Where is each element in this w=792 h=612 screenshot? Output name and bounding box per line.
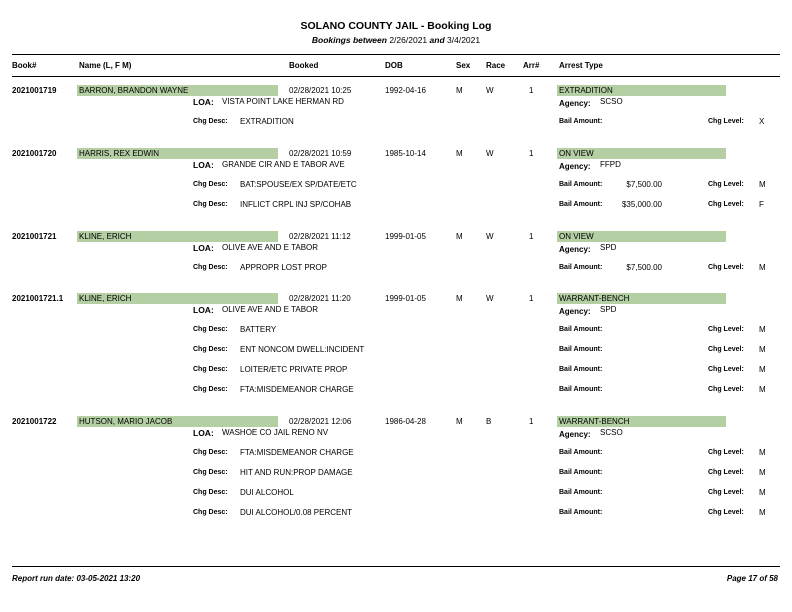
chg-level-value: F <box>759 200 764 209</box>
agency-value: SPD <box>600 305 617 314</box>
bail-amount-label: Bail Amount: <box>559 509 603 516</box>
chg-desc-value: LOITER/ETC PRIVATE PROP <box>240 365 348 374</box>
chg-desc-label: Chg Desc: <box>193 449 228 456</box>
chg-level-value: M <box>759 345 766 354</box>
dob: 1985-10-14 <box>385 149 426 158</box>
col-header-book: Book# <box>12 61 37 70</box>
person-name: KLINE, ERICH <box>79 232 132 241</box>
book-number: 2021001719 <box>12 86 57 95</box>
booked-datetime: 02/28/2021 10:25 <box>289 86 352 95</box>
col-header-race: Race <box>486 61 506 70</box>
booked-datetime: 02/28/2021 11:20 <box>289 294 351 303</box>
person-name: KLINE, ERICH <box>79 294 132 303</box>
agency-label: Agency: <box>559 307 591 316</box>
chg-desc-value: DUI ALCOHOL/0.08 PERCENT <box>240 508 353 517</box>
sex: M <box>456 417 463 426</box>
chg-level-value: X <box>759 117 765 126</box>
arrest-number: 1 <box>529 86 534 95</box>
booked-datetime: 02/28/2021 12:06 <box>289 417 352 426</box>
chg-desc-value: ENT NONCOM DWELL:INCIDENT <box>240 345 365 354</box>
race: W <box>486 232 494 241</box>
chg-desc-label: Chg Desc: <box>193 264 228 271</box>
loa-label: LOA: <box>193 243 214 253</box>
agency-value: SCSO <box>600 97 623 106</box>
bail-amount-value: $7,500.00 <box>626 263 662 272</box>
book-number: 2021001720 <box>12 149 57 158</box>
booked-datetime: 02/28/2021 10:59 <box>289 149 352 158</box>
loa-value: GRANDE CIR AND E TABOR AVE <box>222 160 345 169</box>
chg-level-value: M <box>759 488 766 497</box>
col-header-arrest-type: Arrest Type <box>559 61 603 70</box>
subtitle-prefix: Bookings between <box>311 35 387 45</box>
loa-label: LOA: <box>193 305 214 315</box>
agency-label: Agency: <box>559 245 591 254</box>
chg-desc-label: Chg Desc: <box>193 469 228 476</box>
agency-value: SCSO <box>600 428 623 437</box>
col-header-booked: Booked <box>289 61 319 70</box>
report-subtitle <box>0 35 792 45</box>
dob: 1999-01-05 <box>385 232 426 241</box>
race: W <box>486 86 494 95</box>
report-title: SOLANO COUNTY JAIL - Booking Log <box>300 20 492 32</box>
chg-level-label: Chg Level: <box>708 181 744 188</box>
chg-level-value: M <box>759 180 766 189</box>
bail-amount-label: Bail Amount: <box>559 489 603 496</box>
sex: M <box>456 294 463 303</box>
loa-value: OLIVE AVE AND E TABOR <box>222 305 319 314</box>
header-top-rule <box>12 54 780 55</box>
arrest-number: 1 <box>529 417 534 426</box>
bail-amount-value: $7,500.00 <box>626 180 662 189</box>
chg-desc-value: BAT:SPOUSE/EX SP/DATE/ETC <box>240 180 357 189</box>
chg-desc-label: Chg Desc: <box>193 201 228 208</box>
arrest-type: WARRANT-BENCH <box>559 417 630 426</box>
chg-level-label: Chg Level: <box>708 326 744 333</box>
loa-value: WASHOE CO JAIL RENO NV <box>222 428 329 437</box>
booked-datetime: 02/28/2021 11:12 <box>289 232 351 241</box>
col-header-sex: Sex <box>456 61 471 70</box>
agency-label: Agency: <box>559 430 591 439</box>
chg-desc-value: INFLICT CRPL INJ SP/COHAB <box>240 200 352 209</box>
bail-amount-label: Bail Amount: <box>559 181 603 188</box>
chg-desc-label: Chg Desc: <box>193 181 228 188</box>
book-number: 2021001721.1 <box>12 294 64 303</box>
agency-label: Agency: <box>559 99 591 108</box>
chg-desc-value: APPROPR LOST PROP <box>240 263 327 272</box>
chg-desc-label: Chg Desc: <box>193 509 228 516</box>
arrest-type: ON VIEW <box>559 149 594 158</box>
chg-desc-value: HIT AND RUN:PROP DAMAGE <box>240 468 353 477</box>
bail-amount-label: Bail Amount: <box>559 201 603 208</box>
bail-amount-label: Bail Amount: <box>559 449 603 456</box>
dob: 1992-04-16 <box>385 86 426 95</box>
chg-desc-value: EXTRADITION <box>240 117 294 126</box>
chg-desc-label: Chg Desc: <box>193 386 228 393</box>
chg-level-label: Chg Level: <box>708 489 744 496</box>
chg-level-label: Chg Level: <box>708 469 744 476</box>
bail-amount-value: $35,000.00 <box>621 200 662 209</box>
loa-label: LOA: <box>193 428 214 438</box>
book-number: 2021001721 <box>12 232 57 241</box>
sex: M <box>456 232 463 241</box>
loa-value: VISTA POINT LAKE HERMAN RD <box>222 97 344 106</box>
loa-label: LOA: <box>193 97 214 107</box>
arrest-type: EXTRADITION <box>559 86 613 95</box>
person-name: HUTSON, MARIO JACOB <box>79 417 173 426</box>
chg-desc-label: Chg Desc: <box>193 118 228 125</box>
page-number: Page 17 of 58 <box>726 574 778 583</box>
arrest-type: ON VIEW <box>559 232 594 241</box>
dob: 1986-04-28 <box>385 417 426 426</box>
chg-desc-value: FTA:MISDEMEANOR CHARGE <box>240 448 354 457</box>
sex: M <box>456 149 463 158</box>
chg-desc-label: Chg Desc: <box>193 326 228 333</box>
bail-amount-label: Bail Amount: <box>559 386 603 393</box>
chg-level-value: M <box>759 385 766 394</box>
report-run-date: Report run date: 03-05-2021 13:20 <box>12 574 141 583</box>
chg-desc-value: DUI ALCOHOL <box>240 488 294 497</box>
person-name: BARRON, BRANDON WAYNE <box>79 86 189 95</box>
chg-level-label: Chg Level: <box>708 346 744 353</box>
chg-desc-value: FTA:MISDEMEANOR CHARGE <box>240 385 354 394</box>
race: B <box>486 417 492 426</box>
person-name: HARRIS, REX EDWIN <box>79 149 160 158</box>
agency-label: Agency: <box>559 162 591 171</box>
arrest-number: 1 <box>529 149 534 158</box>
agency-value: SPD <box>600 243 617 252</box>
chg-level-label: Chg Level: <box>708 201 744 208</box>
subtitle-and: and <box>429 35 445 45</box>
footer-rule <box>12 566 780 567</box>
bail-amount-label: Bail Amount: <box>559 366 603 373</box>
bail-amount-label: Bail Amount: <box>559 118 603 125</box>
chg-level-label: Chg Level: <box>708 118 744 125</box>
chg-level-value: M <box>759 508 766 517</box>
chg-level-value: M <box>759 448 766 457</box>
col-header-dob: DOB <box>385 61 403 70</box>
col-header-arr: Arr# <box>523 61 540 70</box>
chg-level-label: Chg Level: <box>708 386 744 393</box>
book-number: 2021001722 <box>12 417 57 426</box>
dob: 1999-01-05 <box>385 294 426 303</box>
loa-label: LOA: <box>193 160 214 170</box>
arrest-type: WARRANT-BENCH <box>559 294 630 303</box>
end-date: 3/4/2021 <box>447 35 481 45</box>
chg-level-value: M <box>759 365 766 374</box>
chg-level-value: M <box>759 325 766 334</box>
loa-value: OLIVE AVE AND E TABOR <box>222 243 319 252</box>
chg-level-value: M <box>759 263 766 272</box>
chg-desc-value: BATTERY <box>240 325 277 334</box>
race: W <box>486 294 494 303</box>
chg-level-label: Chg Level: <box>708 449 744 456</box>
sex: M <box>456 86 463 95</box>
chg-level-label: Chg Level: <box>708 509 744 516</box>
arrest-number: 1 <box>529 294 534 303</box>
chg-desc-label: Chg Desc: <box>193 366 228 373</box>
col-header-name: Name (L, F M) <box>79 61 132 70</box>
bail-amount-label: Bail Amount: <box>559 326 603 333</box>
chg-desc-label: Chg Desc: <box>193 346 228 353</box>
arrest-number: 1 <box>529 232 534 241</box>
race: W <box>486 149 494 158</box>
chg-desc-label: Chg Desc: <box>193 489 228 496</box>
start-date: 2/26/2021 <box>389 35 428 45</box>
bail-amount-label: Bail Amount: <box>559 264 603 271</box>
chg-level-value: M <box>759 468 766 477</box>
bail-amount-label: Bail Amount: <box>559 469 603 476</box>
bail-amount-label: Bail Amount: <box>559 346 603 353</box>
chg-level-label: Chg Level: <box>708 264 744 271</box>
header-bottom-rule <box>12 76 780 77</box>
chg-level-label: Chg Level: <box>708 366 744 373</box>
agency-value: FFPD <box>600 160 621 169</box>
